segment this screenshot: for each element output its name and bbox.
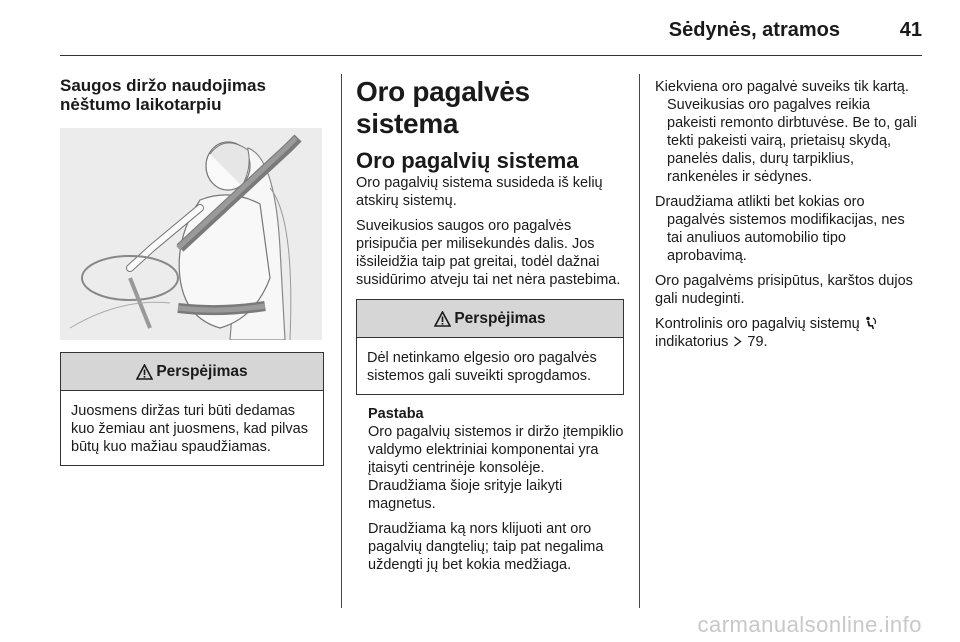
pregnant-seatbelt-illustration <box>60 128 322 340</box>
warning-text: Dėl netinkamo elgesio oro pagalvės sistemos gali suveikti sprogdamos. <box>367 350 597 384</box>
note-paragraph: Draudžiama ką nors klijuoti ant oro pagalvių dangtelių; taip pat negalima uždengti jų bet kokia medžiaga. <box>368 521 604 573</box>
warning-body <box>357 338 623 394</box>
note-title: Pastaba <box>368 406 424 422</box>
note-paragraph: Oro pagalvių sistemos ir diržo įtempiklio valdymo elektriniai komponentai yra įtaisyti centrinėje konsolėje. Draudžiama šioje srityje laikyti magnetus. <box>368 424 624 512</box>
indented-block <box>655 78 923 265</box>
airbag-indicator-icon <box>864 316 877 330</box>
middle-column <box>356 76 624 574</box>
paragraph: Kiekviena oro pagalvė suveiks tik kartą. Suveikusias oro pagalves reikia pakeisti remonto dirbtuvėse. Be to, gali tekti pakeisti vairą, prietaisų skydą, panelės dalis, durų tarpiklius, rankenėles ir sėdynes. <box>655 79 917 185</box>
warning-icon <box>136 364 153 380</box>
paragraph: Oro pagalvių sistema susideda iš kelių atskirų sistemų. <box>356 175 603 209</box>
warning-title: Perspėjimas <box>454 309 546 327</box>
section-subtitle: Oro pagalvių sistema <box>356 148 579 173</box>
right-column <box>655 76 923 351</box>
left-column <box>60 76 324 466</box>
column-divider <box>639 74 640 608</box>
section-title: Oro pagalvės sistema <box>356 76 530 139</box>
note-block <box>356 405 624 574</box>
indicator-text: Kontrolinis oro pagalvių sistemų <box>655 316 860 332</box>
warning-text: Juosmens diržas turi būti dedamas kuo žemiau ant juosmens, kad pilvas būtų kuo mažiau spaudžiamas. <box>71 403 308 455</box>
watermark: carmanualsonline.info <box>697 612 922 637</box>
warning-box <box>60 352 324 466</box>
warning-header <box>357 300 623 338</box>
warning-body <box>61 391 323 465</box>
warning-box <box>356 299 624 395</box>
header-title: Sėdynės, atramos <box>668 19 840 41</box>
indicator-reference <box>655 315 923 351</box>
section-heading: Saugos diržo naudojimas nėštumo laikotarpiu <box>60 76 266 114</box>
page-header <box>60 12 922 56</box>
paragraph: Suveikusios saugos oro pagalvės prisipučia per milisekundės dalis. Jos išsileidžia taip pat greitai, todėl dažnai susidūrimo atveju tai net nėra pastebima. <box>356 218 621 288</box>
paragraph: Oro pagalvėms prisipūtus, karštos dujos gali nudeginti. <box>655 273 913 307</box>
page-number: 41 <box>899 19 922 41</box>
column-divider <box>341 74 342 608</box>
page-reference-icon <box>733 336 742 347</box>
warning-icon <box>434 311 451 327</box>
page-reference: 79. <box>747 334 768 350</box>
paragraph: Draudžiama atlikti bet kokias oro pagalvės sistemos modifikacijas, nes tai anuliuos automobilio tipo aprobavimą. <box>655 194 905 264</box>
warning-header <box>61 353 323 391</box>
indicator-text-line2: indikatorius <box>655 334 729 350</box>
warning-title: Perspėjimas <box>156 362 248 380</box>
